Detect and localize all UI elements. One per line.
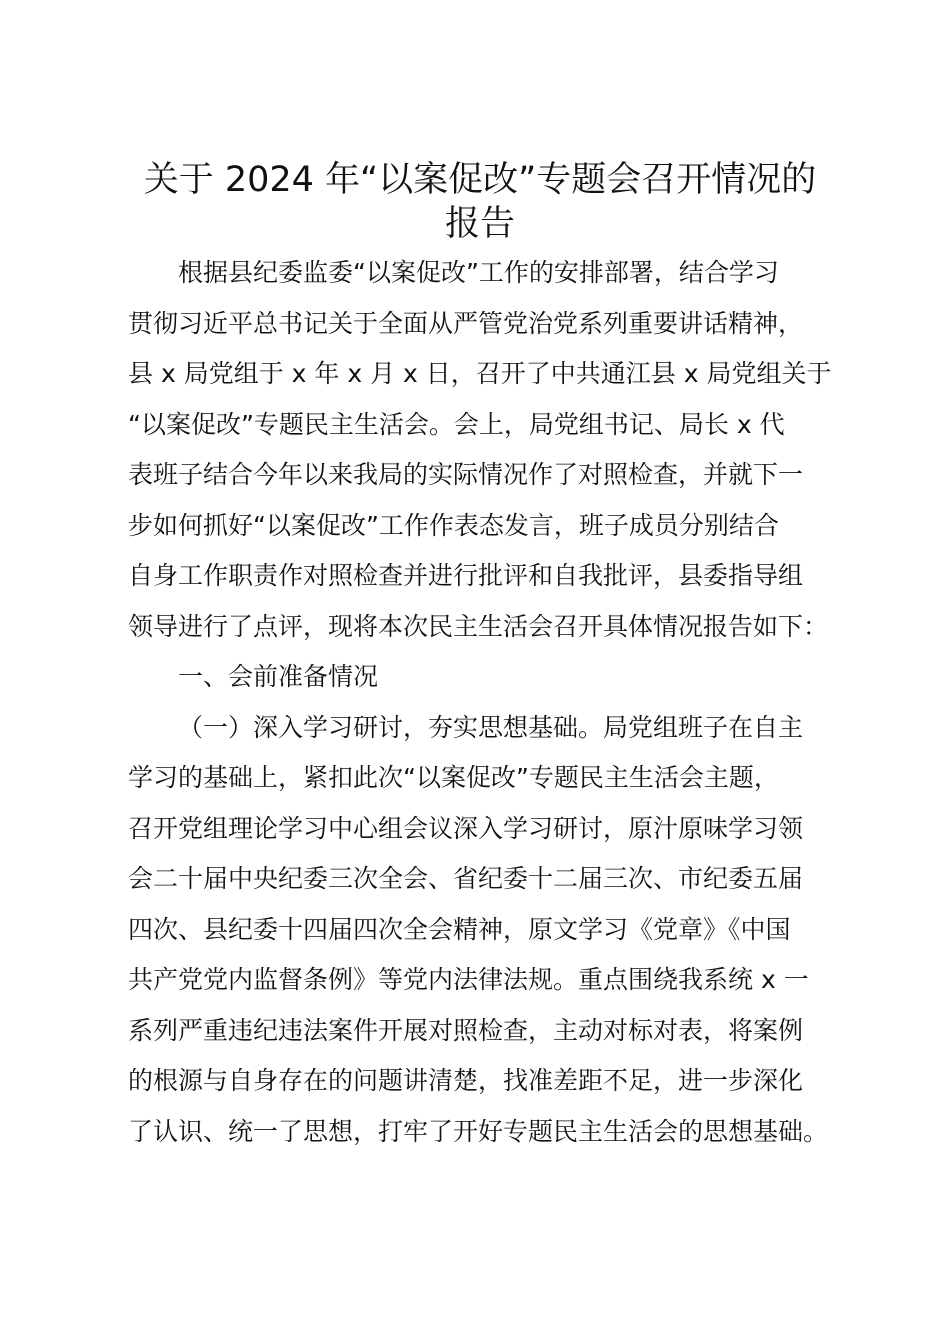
paragraph-line: 根据县纪委监委“以案促改”工作的安排部署，结合学习 [178, 258, 779, 287]
paragraph-line: 系列严重违纪违法案件开展对照检查，主动对标对表，将案例 [128, 1015, 804, 1045]
paragraph-line: 步如何抓好“以案促改”工作作表态发言，班子成员分别结合 [128, 510, 779, 540]
paragraph-line: “以案促改”专题民主生活会。会上，局党组书记、局长 x 代 [128, 409, 785, 439]
section-heading [128, 652, 832, 703]
paragraph-line: 学习的基础上，紧扣此次“以案促改”专题民主生活会主题， [128, 763, 779, 792]
paragraph-study [128, 703, 832, 1158]
title-line: 报告 [444, 204, 515, 244]
paragraph-line: 贯彻习近平总书记关于全面从严管党治党系列重要讲话精神， [128, 308, 804, 338]
document-title [128, 158, 832, 246]
document-page [128, 158, 832, 1157]
paragraph-line: 县 x 局党组于 x 年 x 月 x 日，召开了中共通江县 x 局党组关于 [128, 359, 832, 388]
paragraph-line: 自身工作职责作对照检查并进行批评和自我批评，县委指导组 [128, 561, 804, 590]
paragraph-line: 会二十届中央纪委三次全会、省纪委十二届三次、市纪委五届 [128, 864, 804, 893]
paragraph-line: 领导进行了点评，现将本次民主生活会召开具体情况报告如下： [128, 611, 829, 641]
paragraph-line: 四次、县纪委十四届四次全会精神，原文学习《党章》《中国 [128, 914, 791, 944]
paragraph-intro [128, 248, 832, 652]
paragraph-line: 共产党党内监督条例》等党内法律法规。重点围绕我系统 x 一 [128, 965, 809, 994]
paragraph-line: 的根源与自身存在的问题讲清楚，找准差距不足，进一步深化 [128, 1066, 804, 1095]
section-heading-text: 一、会前准备情况 [178, 662, 379, 691]
paragraph-line: 召开党组理论学习中心组会议深入学习研讨，原汁原味学习领 [128, 813, 804, 843]
title-line: 关于 2024 年“以案促改”专题会召开情况的 [143, 160, 817, 200]
paragraph-line: （一）深入学习研讨，夯实思想基础。局党组班子在自主 [178, 712, 804, 742]
paragraph-line: 了认识、统一了思想，打牢了开好专题民主生活会的思想基础。 [128, 1116, 829, 1146]
paragraph-line: 表班子结合今年以来我局的实际情况作了对照检查，并就下一 [128, 460, 804, 489]
